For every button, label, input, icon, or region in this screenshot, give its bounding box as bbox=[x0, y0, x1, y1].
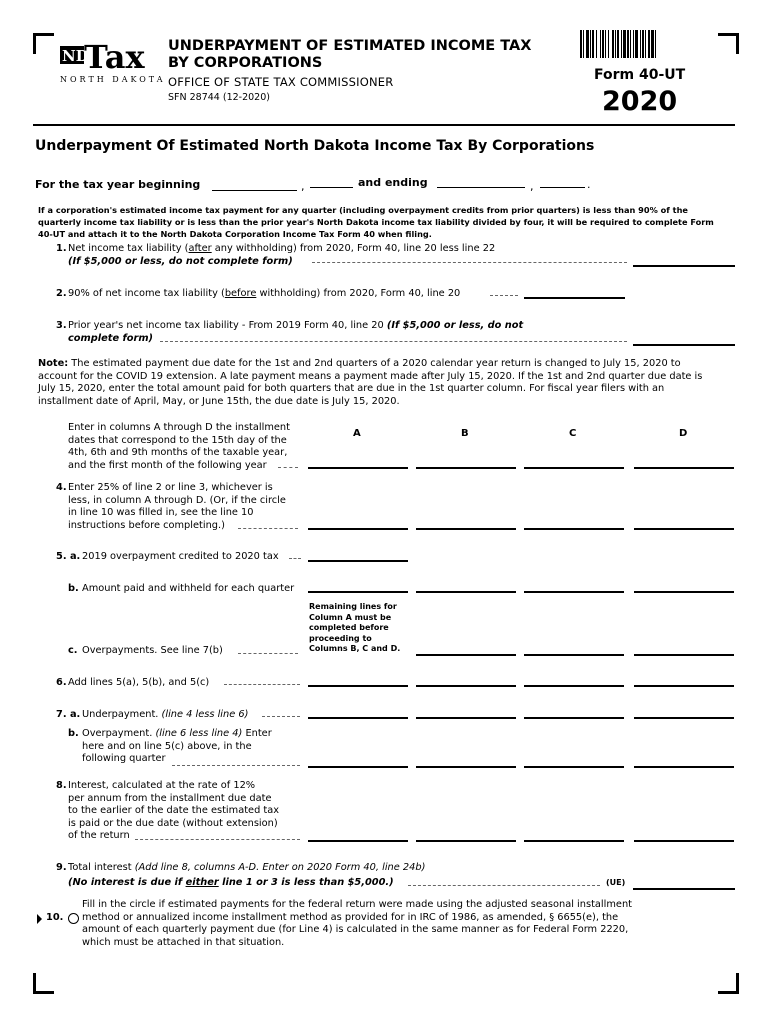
line9-number: 9. bbox=[56, 862, 67, 873]
line5b-text: Amount paid and withheld for each quarter bbox=[82, 583, 295, 594]
line8-text-3: to the earlier of the date the estimated tax bbox=[68, 805, 280, 816]
line4-column-d-field[interactable] bbox=[634, 528, 734, 530]
columns-intro-3: 4th, 6th and 9th months of the taxable year, bbox=[68, 447, 288, 458]
columns-intro-2: dates that correspond to the 15th day of the bbox=[68, 434, 287, 446]
tax-year-end-field[interactable] bbox=[437, 187, 525, 188]
tax-year-begin-label: For the tax year beginning bbox=[35, 178, 201, 191]
line1-text-after: after bbox=[188, 243, 212, 254]
line5c-column-b-field[interactable] bbox=[416, 654, 516, 656]
columns-intro-4: and the first month of the following year bbox=[68, 459, 267, 471]
line2-text-b: withholding) from 2020, Form 40, line 20 bbox=[256, 288, 461, 299]
line5b-column-a-field[interactable] bbox=[308, 591, 408, 593]
line6-column-b-field[interactable] bbox=[416, 685, 516, 687]
line3-text-a: Prior year's net income tax liability - From 2019 Form 40, line 20 bbox=[68, 320, 387, 331]
remaining-lines-note bbox=[309, 602, 400, 655]
line7b-text-3: following quarter bbox=[82, 753, 166, 764]
line10-arrow-icon bbox=[37, 914, 42, 924]
column-a-label: A bbox=[353, 428, 361, 439]
line3-amount-field[interactable] bbox=[633, 344, 735, 346]
columns-intro bbox=[68, 422, 290, 472]
line7b-enter: Enter bbox=[242, 728, 272, 739]
line6-leader bbox=[224, 684, 300, 685]
sfn-code: SFN 28744 (12-2020) bbox=[168, 92, 270, 103]
remaining-note-1: Remaining lines for bbox=[309, 602, 397, 611]
covid-note bbox=[38, 358, 718, 408]
line7b-leader bbox=[172, 765, 300, 766]
tax-year-row bbox=[35, 178, 200, 191]
line8-text bbox=[68, 780, 279, 843]
line5a-leader bbox=[289, 558, 301, 559]
line3-text bbox=[68, 320, 523, 333]
line7b-text bbox=[82, 728, 272, 766]
form-number: Form 40-UT bbox=[594, 67, 686, 83]
header-rule bbox=[33, 124, 735, 126]
tax-year-end-year-field[interactable] bbox=[540, 187, 585, 188]
line7b-column-c-field[interactable] bbox=[524, 766, 624, 768]
line8-column-b-field[interactable] bbox=[416, 840, 516, 842]
line9-leader bbox=[408, 885, 600, 886]
line4-leader bbox=[238, 528, 298, 529]
remaining-note-4: proceeding to bbox=[309, 633, 372, 643]
tax-year-end-label: and ending bbox=[358, 176, 428, 189]
line4-column-a-field[interactable] bbox=[308, 528, 408, 530]
line4-text-3: in line 10 was filled in, see the line 10 bbox=[68, 507, 254, 518]
line8-column-d-field[interactable] bbox=[634, 840, 734, 842]
line7b-label: Overpayment. bbox=[82, 728, 156, 739]
line5b-column-b-field[interactable] bbox=[416, 591, 516, 593]
line6-number: 6. bbox=[56, 677, 67, 688]
line7a-column-b-field[interactable] bbox=[416, 717, 516, 719]
svg-text:ND: ND bbox=[62, 47, 89, 65]
line4-text bbox=[68, 482, 286, 532]
line3-leader bbox=[160, 341, 627, 342]
line5c-text: Overpayments. See line 7(b) bbox=[82, 645, 223, 656]
remaining-note-3: completed before bbox=[309, 623, 389, 632]
line10-circle-checkbox[interactable] bbox=[68, 913, 79, 924]
line2-leader bbox=[490, 295, 518, 296]
note-text: The estimated payment due date for the 1st and 2nd quarters of a 2020 calendar year return is changed to July 15, 2020 to account for the COVID 19 extension. A late payment means a payment made after July 15, 2020. If the 1st and 2nd quarter due date is July 15, 2020, enter the total amount paid for both quarters that are due in the 1st quarter column. For fiscal year filers with an installment date of April, May, or June 15th, the due date is July 15, 2020. bbox=[38, 358, 703, 407]
corner-mark-top-right bbox=[718, 33, 739, 54]
line5c-column-c-field[interactable] bbox=[524, 654, 624, 656]
line1-amount-field[interactable] bbox=[633, 265, 735, 267]
line3-note2: complete form) bbox=[68, 333, 154, 344]
line7a-formula: (line 4 less line 6) bbox=[161, 709, 249, 720]
dates-column-b-field[interactable] bbox=[416, 467, 516, 469]
line4-text-1: Enter 25% of line 2 or line 3, whichever is bbox=[68, 482, 273, 493]
columns-intro-1: Enter in columns A through D the installment bbox=[68, 422, 290, 433]
line7b-column-d-field[interactable] bbox=[634, 766, 734, 768]
line8-text-5: of the return bbox=[68, 830, 130, 841]
barcode bbox=[580, 30, 695, 58]
line4-column-c-field[interactable] bbox=[524, 528, 624, 530]
line1-number: 1. bbox=[56, 243, 67, 254]
line5a-column-a-field[interactable] bbox=[308, 560, 408, 562]
corner-mark-bottom-right bbox=[718, 973, 739, 994]
line7a-leader bbox=[262, 716, 300, 717]
svg-text:NORTH DAKOTA: NORTH DAKOTA bbox=[60, 75, 166, 84]
line9-note bbox=[68, 877, 394, 890]
line7b-formula: (line 6 less line 4) bbox=[155, 728, 243, 739]
line1-note: (If $5,000 or less, do not complete form) bbox=[68, 256, 293, 267]
line4-column-b-field[interactable] bbox=[416, 528, 516, 530]
form-heading-line1: UNDERPAYMENT OF ESTIMATED INCOME TAX bbox=[168, 38, 532, 54]
tax-year-period: . bbox=[587, 178, 591, 191]
line10-number: 10. bbox=[46, 912, 64, 923]
line4-text-2: less, in column A through D. (Or, if the circle bbox=[68, 494, 286, 506]
dates-leader bbox=[278, 467, 298, 468]
line2-amount-field[interactable] bbox=[524, 297, 625, 299]
line9-note-b: line 1 or 3 is less than $5,000.) bbox=[218, 877, 394, 888]
line5a-number: 5. a. bbox=[56, 551, 81, 562]
line8-text-2: per annum from the installment due date bbox=[68, 792, 272, 804]
line5a-text: 2019 overpayment credited to 2020 tax bbox=[82, 551, 279, 562]
line9-note-either: either bbox=[185, 877, 219, 888]
dates-column-a-field[interactable] bbox=[308, 467, 408, 469]
line2-text-a: 90% of net income tax liability ( bbox=[68, 288, 225, 299]
line7a-label: Underpayment. bbox=[82, 709, 162, 720]
line6-column-c-field[interactable] bbox=[524, 685, 624, 687]
line7b-text-2: here and on line 5(c) above, in the bbox=[82, 740, 252, 752]
line7b-column-a-field[interactable] bbox=[308, 766, 408, 768]
line10-text-2: method or annualized income installment method as provided for in IRC of 1986, as amended, § 6655(e), the bbox=[82, 911, 619, 923]
tax-year-begin-year-field[interactable] bbox=[310, 187, 353, 188]
line10-text bbox=[82, 899, 722, 949]
line5b-number: b. bbox=[68, 583, 79, 594]
line8-number: 8. bbox=[56, 780, 67, 791]
line7b-column-b-field[interactable] bbox=[416, 766, 516, 768]
line5c-number: c. bbox=[68, 645, 78, 656]
line5b-column-d-field[interactable] bbox=[634, 591, 734, 593]
line4-number: 4. bbox=[56, 482, 67, 493]
line8-text-4: is paid or the due date (without extension) bbox=[68, 817, 278, 829]
form-year: 2020 bbox=[602, 86, 678, 117]
line8-text-1: Interest, calculated at the rate of 12% bbox=[68, 780, 256, 791]
line9-total-field[interactable] bbox=[633, 888, 735, 890]
line4-text-4: instructions before completing.) bbox=[68, 519, 225, 531]
logo-lettering: Tax bbox=[84, 38, 145, 76]
line9-text bbox=[68, 862, 425, 875]
remaining-note-5: Columns B, C and D. bbox=[309, 644, 401, 653]
column-d-label: D bbox=[679, 428, 688, 439]
column-b-label: B bbox=[461, 428, 469, 439]
line9-ue-label: (UE) bbox=[606, 878, 626, 887]
dates-column-c-field[interactable] bbox=[524, 467, 624, 469]
line6-column-d-field[interactable] bbox=[634, 685, 734, 687]
line1-text bbox=[68, 243, 495, 256]
line6-column-a-field[interactable] bbox=[308, 685, 408, 687]
line10-text-4: which must be attached in that situation. bbox=[82, 936, 285, 948]
line5c-column-d-field[interactable] bbox=[634, 654, 734, 656]
line7a-number: 7. a. bbox=[56, 709, 81, 720]
tax-year-comma: , bbox=[301, 180, 305, 193]
column-c-label: C bbox=[569, 428, 577, 439]
corner-mark-top-left bbox=[33, 33, 54, 54]
line6-text: Add lines 5(a), 5(b), and 5(c) bbox=[68, 677, 210, 688]
line5c-leader bbox=[238, 653, 298, 654]
tax-year-comma-2: , bbox=[530, 180, 534, 193]
intro-paragraph: If a corporation's estimated income tax payment for any quarter (including overpayment credits from prior quarters) is less than 90% of the quarterly income tax liability or is less than the prior year's North Dakota income tax liability divided by four, it will be required to complete Form 40-UT and attach it to the North Dakota Corporation Income Tax Form 40 when filing. bbox=[38, 205, 714, 239]
line1-leader bbox=[312, 262, 627, 263]
line9-formula: (Add line 8, columns A-D. Enter on 2020 Form 40, line 24b) bbox=[134, 862, 426, 873]
line5b-column-c-field[interactable] bbox=[524, 591, 624, 593]
line9-note-a: (No interest is due if bbox=[68, 877, 186, 888]
office-name: OFFICE OF STATE TAX COMMISSIONER bbox=[168, 75, 394, 89]
line1-text-a: Net income tax liability ( bbox=[68, 243, 189, 254]
form-heading bbox=[168, 38, 568, 72]
line7a-column-a-field[interactable] bbox=[308, 717, 408, 719]
tax-year-begin-field[interactable] bbox=[212, 190, 297, 191]
line9-label: Total interest bbox=[68, 862, 135, 873]
line8-column-c-field[interactable] bbox=[524, 840, 624, 842]
line3-note1: (If $5,000 or less, do not bbox=[386, 320, 524, 331]
line10-text-3: amount of each quarterly payment due (for Line 4) is calculated in the same manner as for Federal Form 2220, bbox=[82, 924, 629, 935]
line2-number: 2. bbox=[56, 288, 67, 299]
nd-tax-logo bbox=[56, 36, 166, 88]
line2-text bbox=[68, 288, 460, 301]
page-title: Underpayment Of Estimated North Dakota Income Tax By Corporations bbox=[35, 138, 595, 154]
corner-mark-bottom-left bbox=[33, 973, 54, 994]
line7a-column-c-field[interactable] bbox=[524, 717, 624, 719]
remaining-note-2: Column A must be bbox=[309, 612, 392, 622]
line8-leader bbox=[135, 839, 300, 840]
line1-text-b: any withholding) from 2020, Form 40, line 20 less line 22 bbox=[211, 243, 496, 254]
line3-number: 3. bbox=[56, 320, 67, 331]
line7a-column-d-field[interactable] bbox=[634, 717, 734, 719]
line10-text-1: Fill in the circle if estimated payments for the federal return were made using the adjusted seasonal installment bbox=[82, 899, 632, 910]
line8-column-a-field[interactable] bbox=[308, 840, 408, 842]
line7b-number: b. bbox=[68, 728, 79, 739]
dates-column-d-field[interactable] bbox=[634, 467, 734, 469]
line7a-text bbox=[82, 709, 248, 722]
line2-text-before: before bbox=[224, 288, 257, 299]
form-heading-line2: BY CORPORATIONS bbox=[168, 55, 323, 71]
note-label: Note: bbox=[38, 358, 69, 369]
